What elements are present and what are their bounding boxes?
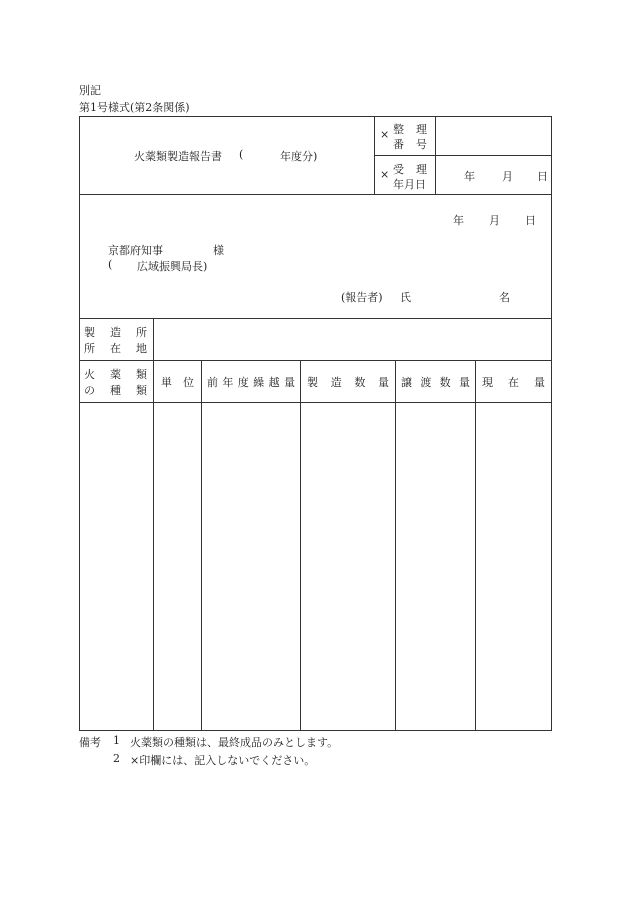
label-char: 製 xyxy=(84,326,95,339)
reporter-label: (報告者) xyxy=(341,291,383,304)
appendix-label: 別記 xyxy=(79,84,101,97)
label-char: の xyxy=(84,384,95,397)
divider xyxy=(79,360,552,361)
label-char: 量 xyxy=(377,376,389,389)
entry-unit[interactable] xyxy=(154,403,201,730)
col-prev-year xyxy=(207,374,295,390)
label-char: 量 xyxy=(283,376,295,389)
addressee-alt-open: ( xyxy=(108,258,113,271)
label-char: 単 xyxy=(161,376,172,389)
label-char: 量 xyxy=(534,376,545,389)
label-char: 繰 xyxy=(253,376,265,389)
juri-label xyxy=(393,161,427,177)
label-char: 受 xyxy=(393,163,404,176)
col-kind-row2 xyxy=(84,382,147,398)
day-char: 日 xyxy=(537,170,548,183)
label-char: 理 xyxy=(416,163,427,176)
report-date-year: 年 xyxy=(453,214,464,227)
label-char: 前 xyxy=(207,376,218,389)
label-char: 薬 xyxy=(110,368,121,381)
label-char: 整 xyxy=(393,123,404,136)
note-number: 1 xyxy=(113,734,120,747)
fiscal-year-label: 年度分) xyxy=(280,150,318,163)
col-manufacture xyxy=(307,374,389,390)
entry-kind[interactable] xyxy=(80,403,153,730)
entry-transfer[interactable] xyxy=(396,403,475,730)
label-char: 量 xyxy=(458,376,470,389)
col-current xyxy=(482,374,545,390)
entry-manufacture[interactable] xyxy=(301,403,395,730)
label-char: 火 xyxy=(84,368,95,381)
label-char: 造 xyxy=(330,376,342,389)
label-char: 製 xyxy=(307,376,318,389)
month-char: 月 xyxy=(502,170,513,183)
label-char: 位 xyxy=(183,376,194,389)
col-kind-row1 xyxy=(84,366,147,382)
addressee-governor: 京都府知事 xyxy=(108,244,163,257)
label-char: 在 xyxy=(110,342,121,355)
name-prefix: 氏 xyxy=(400,291,411,304)
name-suffix: 名 xyxy=(499,291,510,304)
label-char: 渡 xyxy=(420,376,432,389)
label-char: 種 xyxy=(110,384,121,397)
seiri-label xyxy=(393,121,427,137)
col-unit xyxy=(161,374,194,390)
year-char: 年 xyxy=(464,170,475,183)
note-text: 火薬類の種類は、最終成品のみとします。 xyxy=(130,736,339,749)
label-char: 類 xyxy=(136,384,147,397)
bango-label xyxy=(393,136,427,152)
admin-mark: × xyxy=(380,128,390,141)
seiri-bango-field[interactable] xyxy=(436,117,551,155)
location-label-row2 xyxy=(84,340,147,356)
label-char: 在 xyxy=(508,376,519,389)
location-label-row1 xyxy=(84,324,147,340)
report-date-month: 月 xyxy=(489,214,500,227)
juri-date-field[interactable] xyxy=(436,156,551,194)
table-border-right xyxy=(551,116,552,731)
label-char: 所 xyxy=(84,342,95,355)
label-char: 所 xyxy=(136,326,147,339)
location-field[interactable] xyxy=(154,319,551,360)
entry-current[interactable] xyxy=(476,403,551,730)
label-char: 数 xyxy=(439,376,451,389)
form-number-label: 第1号様式(第2条関係) xyxy=(79,101,190,114)
table-border-bottom xyxy=(79,730,552,731)
label-char: 年 xyxy=(222,376,234,389)
addressee-honorific: 様 xyxy=(213,244,224,257)
label-char: 現 xyxy=(482,376,493,389)
addressee-bureau-chief: 広域振興局長) xyxy=(137,260,208,273)
year-open-paren: ( xyxy=(239,148,244,161)
juri-date-label: 年月日 xyxy=(393,178,426,191)
label-char: 譲 xyxy=(401,376,412,389)
admin-mark: × xyxy=(380,168,390,181)
label-char: 類 xyxy=(136,368,147,381)
label-char: 地 xyxy=(136,342,147,355)
label-char: 越 xyxy=(268,376,280,389)
note-number: 2 xyxy=(113,752,120,765)
col-transfer xyxy=(401,374,470,390)
report-title: 火薬類製造報告書 xyxy=(134,150,222,163)
divider xyxy=(79,194,552,195)
label-char: 数 xyxy=(354,376,366,389)
entry-prev-year[interactable] xyxy=(202,403,300,730)
note-text: ×印欄には、記入しないでください。 xyxy=(130,754,316,767)
label-char: 番 xyxy=(393,138,404,151)
label-char: 理 xyxy=(416,123,427,136)
notes-label: 備考 xyxy=(79,736,101,749)
label-char: 度 xyxy=(237,376,249,389)
report-date-day: 日 xyxy=(525,214,536,227)
label-char: 造 xyxy=(110,326,121,339)
label-char: 号 xyxy=(416,138,427,151)
